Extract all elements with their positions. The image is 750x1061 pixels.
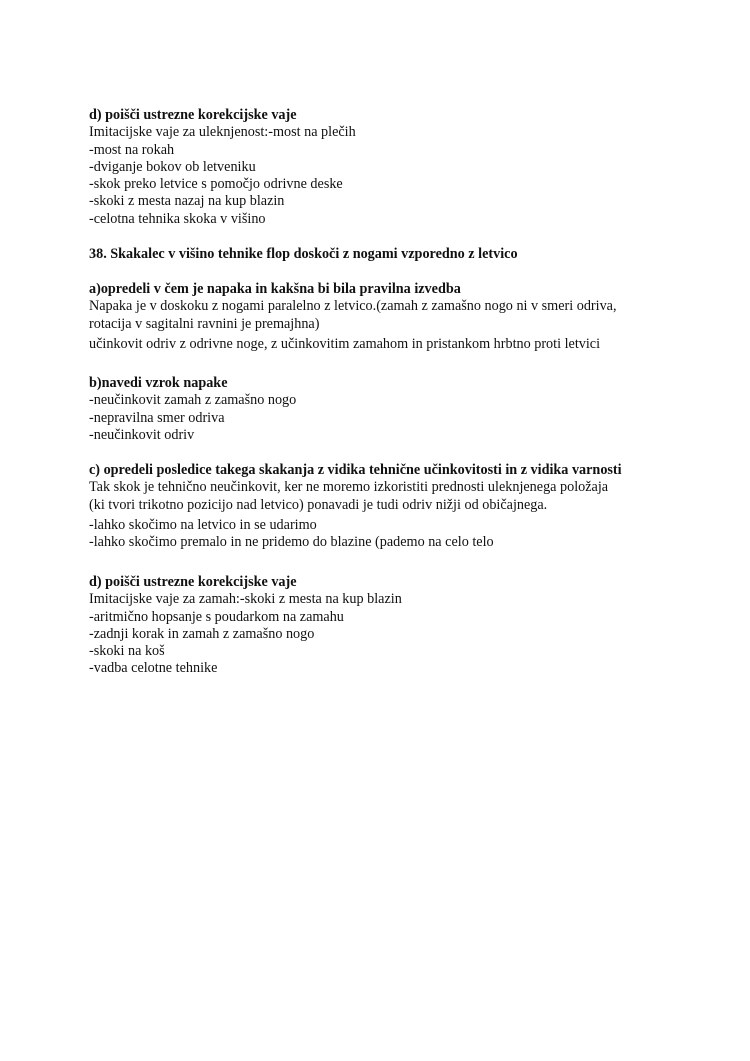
section-heading: d) poišči ustrezne korekcijske vaje <box>89 107 297 123</box>
text-line: -vadba celotne tehnike <box>89 660 218 677</box>
text-line: -most na rokah <box>89 141 175 158</box>
text-line: Napaka je v doskoku z nogami paralelno z letvico.(zamah z zamašno nogo ni v smeri odriva, <box>89 298 617 315</box>
part-a-heading: a)opredeli v čem je napaka in kakšna bi bila pravilna izvedba <box>89 281 461 297</box>
text-line: -celotna tehnika skoka v višino <box>89 210 266 227</box>
text-line: -dviganje bokov ob letveniku <box>89 158 256 175</box>
part-d <box>89 574 689 678</box>
text-line: rotacija v sagitalni ravnini je premajhna) <box>89 315 320 332</box>
text-line: -nepravilna smer odriva <box>89 409 225 426</box>
section-corrective-exercises-1 <box>89 107 689 228</box>
part-b <box>89 375 689 444</box>
text-line: -skoki na koš <box>89 643 165 660</box>
part-a <box>89 281 689 353</box>
part-c-heading: c) opredeli posledice takega skakanja z vidika tehnične učinkovitosti in z vidika varnosti <box>89 462 622 478</box>
text-line: (ki tvori trikotno pozicijo nad letvico) ponavadi je tudi odriv nižji od običajnega. <box>89 496 548 513</box>
text-line: -aritmično hopsanje s poudarkom na zamahu <box>89 608 344 625</box>
text-line: -lahko skočimo premalo in ne pridemo do blazine (pademo na celo telo <box>89 534 494 551</box>
text-line: -skoki z mesta nazaj na kup blazin <box>89 193 285 210</box>
text-line: -neučinkovit zamah z zamašno nogo <box>89 392 297 409</box>
text-line: -neučinkovit odriv <box>89 426 195 443</box>
question-title <box>89 246 689 263</box>
question-38-title: 38. Skakalec v višino tehnike flop doskoči z nogami vzporedno z letvico <box>89 246 518 262</box>
text-line: Tak skok je tehnično neučinkovit, ker ne moremo izkoristiti prednosti uleknjenega položaja <box>89 479 609 496</box>
text-line: Imitacijske vaje za zamah:-skoki z mesta na kup blazin <box>89 591 402 608</box>
part-c <box>89 462 689 551</box>
text-line: Imitacijske vaje za uleknjenost:-most na plečih <box>89 124 356 141</box>
part-d-heading: d) poišči ustrezne korekcijske vaje <box>89 574 297 590</box>
text-line: -skok preko letvice s pomočjo odrivne deske <box>89 176 343 193</box>
correct-execution: učinkovit odriv z odrivne noge, z učinkovitim zamahom in pristankom hrbtno proti letvici <box>89 335 601 352</box>
text-line: -zadnji korak in zamah z zamašno nogo <box>89 625 315 642</box>
part-b-heading: b)navedi vzrok napake <box>89 375 228 391</box>
text-line: -lahko skočimo na letvico in se udarimo <box>89 516 317 533</box>
